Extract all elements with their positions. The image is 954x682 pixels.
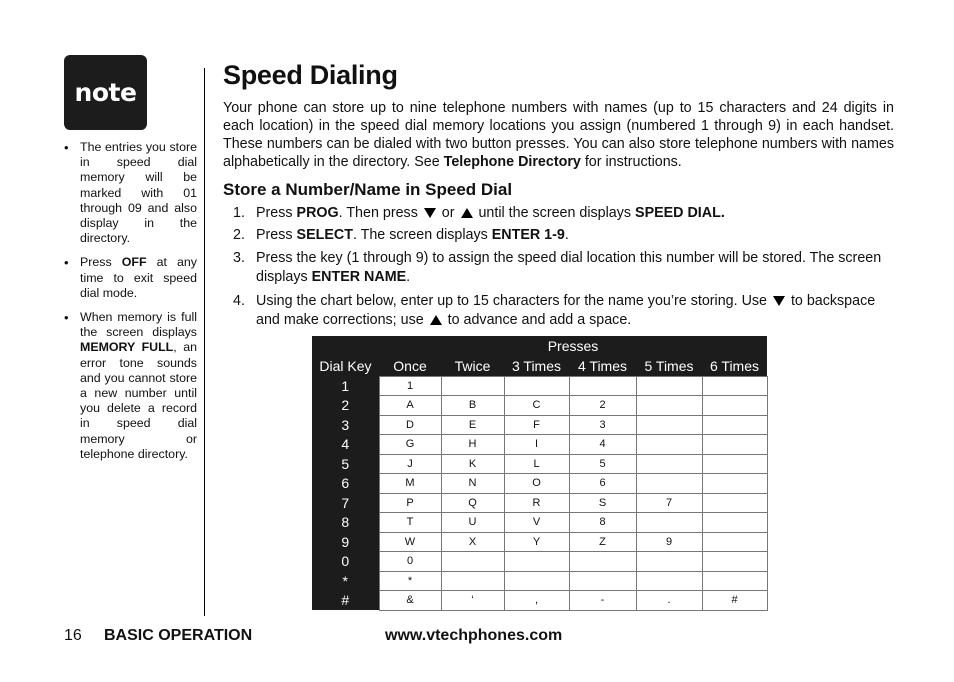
chart-cell: T [379, 513, 441, 533]
bold-text: PROG [296, 205, 339, 221]
chart-cell [569, 552, 636, 572]
sidebar-note: • The entries you store in speed dial memory will be marked with 01 through 09 and also display in the directory. [64, 140, 197, 246]
chart-row [312, 571, 767, 591]
chart-cell [569, 376, 636, 396]
footer-section: BASIC OPERATION [104, 627, 253, 644]
chart-cell [636, 571, 702, 591]
chart-cell: W [379, 532, 441, 552]
chart-cell: F [504, 415, 569, 435]
chart-column-header: 5 Times [636, 356, 702, 376]
bold-text: SELECT [296, 227, 353, 243]
chart-cell [636, 376, 702, 396]
chart-row [312, 493, 767, 513]
chart-cell: G [379, 435, 441, 455]
step-text: Using the chart below, enter up to 15 characters for the name you’re storing. Use to backspace and make corrections; use to advance and add a space. [256, 293, 876, 328]
step-text: Press the key (1 through 9) to assign the speed dial location this number will be stored. The screen displays ENTER NAME. [256, 250, 882, 285]
chart-cell [504, 376, 569, 396]
page-title: Speed Dialing [223, 60, 398, 90]
chart-column-header: 3 Times [504, 356, 569, 376]
chart-cell [441, 376, 504, 396]
chart-cell: - [569, 591, 636, 611]
chart-cell: 0 [379, 552, 441, 572]
chart-cell [636, 435, 702, 455]
chart-column-header: Dial Key [312, 356, 379, 376]
chart-cell: . [636, 591, 702, 611]
chart-cell: 5 [569, 454, 636, 474]
dial-key-cell: 5 [312, 454, 379, 474]
chart-cell: , [504, 591, 569, 611]
section-heading: Store a Number/Name in Speed Dial [223, 180, 513, 199]
chart-cell: Y [504, 532, 569, 552]
chart-cell: P [379, 493, 441, 513]
bold-text: ENTER 1-9 [491, 227, 565, 243]
chart-cell [702, 552, 767, 572]
step-text: Press SELECT. The screen displays ENTER 1-9. [256, 227, 569, 243]
chart-cell [504, 552, 569, 572]
dial-key-cell: 0 [312, 552, 379, 572]
sidebar-note: • When memory is full the screen displays MEMORY FULL, an error tone sounds and you cannot store a new number until you delete a record in speed dial memory or telephone directory. [64, 310, 197, 462]
chart-row [312, 513, 767, 533]
step-number: 2. [233, 227, 245, 243]
dial-key-cell: 8 [312, 513, 379, 533]
chart-cell [702, 493, 767, 513]
chart-column-header: Once [379, 356, 441, 376]
chart-header-blank [312, 336, 379, 356]
chart-cell [702, 474, 767, 494]
sidebar-note: • Press OFF at any time to exit speed dial mode. [64, 255, 197, 301]
chart-cell: R [504, 493, 569, 513]
chart-cell [636, 396, 702, 416]
chart-cell: 6 [569, 474, 636, 494]
chart-cell: ‘ [441, 591, 504, 611]
step-number: 1. [233, 205, 245, 221]
note-badge [64, 55, 147, 130]
dial-key-cell: 4 [312, 435, 379, 455]
page-number: 16 [64, 627, 82, 644]
chart-cell: 2 [569, 396, 636, 416]
chart-cell: & [379, 591, 441, 611]
chart-cell: 9 [636, 532, 702, 552]
key-press-chart [312, 336, 768, 611]
chart-cell: # [702, 591, 767, 611]
chart-cell: B [441, 396, 504, 416]
dial-key-cell: 3 [312, 415, 379, 435]
chart-cell [636, 552, 702, 572]
chart-cell [702, 454, 767, 474]
dial-key-cell: 1 [312, 376, 379, 396]
chart-title: Presses [379, 336, 767, 356]
chart-cell: L [504, 454, 569, 474]
chart-row [312, 454, 767, 474]
chart-cell: I [504, 435, 569, 455]
step-item [233, 226, 894, 245]
chart-column-header: 6 Times [702, 356, 767, 376]
chart-cell [504, 571, 569, 591]
dial-key-cell: 7 [312, 493, 379, 513]
chart-cell: 3 [569, 415, 636, 435]
chart-row [312, 415, 767, 435]
chart-cell: D [379, 415, 441, 435]
chart-cell [636, 415, 702, 435]
chart-cell: K [441, 454, 504, 474]
bold-text: SPEED DIAL. [635, 205, 725, 221]
dial-key-cell: 6 [312, 474, 379, 494]
step-number: 3. [233, 250, 245, 266]
chart-cell: M [379, 474, 441, 494]
dial-key-cell: 9 [312, 532, 379, 552]
chart-cell: 4 [569, 435, 636, 455]
chart-cell [702, 415, 767, 435]
chart-cell: S [569, 493, 636, 513]
chart-cell: Q [441, 493, 504, 513]
chart-cell [636, 454, 702, 474]
down-arrow-icon [424, 208, 436, 218]
bold-text: ENTER NAME [311, 269, 407, 285]
chart-cell: C [504, 396, 569, 416]
step-item [233, 249, 894, 287]
chart-cell: * [379, 571, 441, 591]
chart-cell: X [441, 532, 504, 552]
chart-cell [702, 376, 767, 396]
up-arrow-icon [461, 208, 473, 218]
chart-row [312, 396, 767, 416]
dial-key-cell: * [312, 571, 379, 591]
vertical-divider [204, 68, 205, 616]
chart-cell [702, 532, 767, 552]
chart-cell: O [504, 474, 569, 494]
chart-cell [441, 571, 504, 591]
chart-cell: 8 [569, 513, 636, 533]
step-item [233, 204, 894, 223]
step-text: Press PROG. Then press or until the screen displays SPEED DIAL. [256, 205, 725, 221]
chart-cell: Z [569, 532, 636, 552]
chart-column-header: Twice [441, 356, 504, 376]
chart-row [312, 474, 767, 494]
chart-row [312, 552, 767, 572]
dial-key-cell: 2 [312, 396, 379, 416]
chart-column-header: 4 Times [569, 356, 636, 376]
chart-cell [569, 571, 636, 591]
footer-url: www.vtechphones.com [385, 627, 563, 644]
bold-text: MEMORY FULL [80, 340, 174, 355]
chart-cell: H [441, 435, 504, 455]
bold-text: OFF [121, 255, 147, 270]
chart-cell: 1 [379, 376, 441, 396]
chart-cell [636, 474, 702, 494]
chart-row [312, 532, 767, 552]
note-label: note [74, 78, 137, 107]
chart-cell: J [379, 454, 441, 474]
chart-cell: V [504, 513, 569, 533]
chart-cell [702, 513, 767, 533]
chart-row [312, 591, 767, 611]
step-number: 4. [233, 293, 245, 309]
chart-cell [702, 435, 767, 455]
chart-cell: N [441, 474, 504, 494]
dial-key-cell: # [312, 591, 379, 611]
chart-cell [702, 396, 767, 416]
down-arrow-icon [773, 296, 785, 306]
chart-cell [636, 513, 702, 533]
chart-cell: U [441, 513, 504, 533]
chart-row [312, 376, 767, 396]
chart-cell [702, 571, 767, 591]
sidebar-notes [64, 140, 197, 471]
chart-row [312, 435, 767, 455]
up-arrow-icon [430, 315, 442, 325]
step-item [233, 292, 894, 330]
chart-cell [441, 552, 504, 572]
chart-cell: 7 [636, 493, 702, 513]
chart-cell: A [379, 396, 441, 416]
chart-cell: E [441, 415, 504, 435]
intro-paragraph: Your phone can store up to nine telephone numbers with names (up to 15 characters and 24 digits in each location) in the speed dial memory locations you assign (numbered 1 through 9) in each handset. These numbers can be dialed with two button presses. You can also store telephone numbers with names alphabetically in the directory. See Telephone Directory for instructions. [223, 100, 894, 170]
bold-text: Telephone Directory [443, 154, 581, 170]
